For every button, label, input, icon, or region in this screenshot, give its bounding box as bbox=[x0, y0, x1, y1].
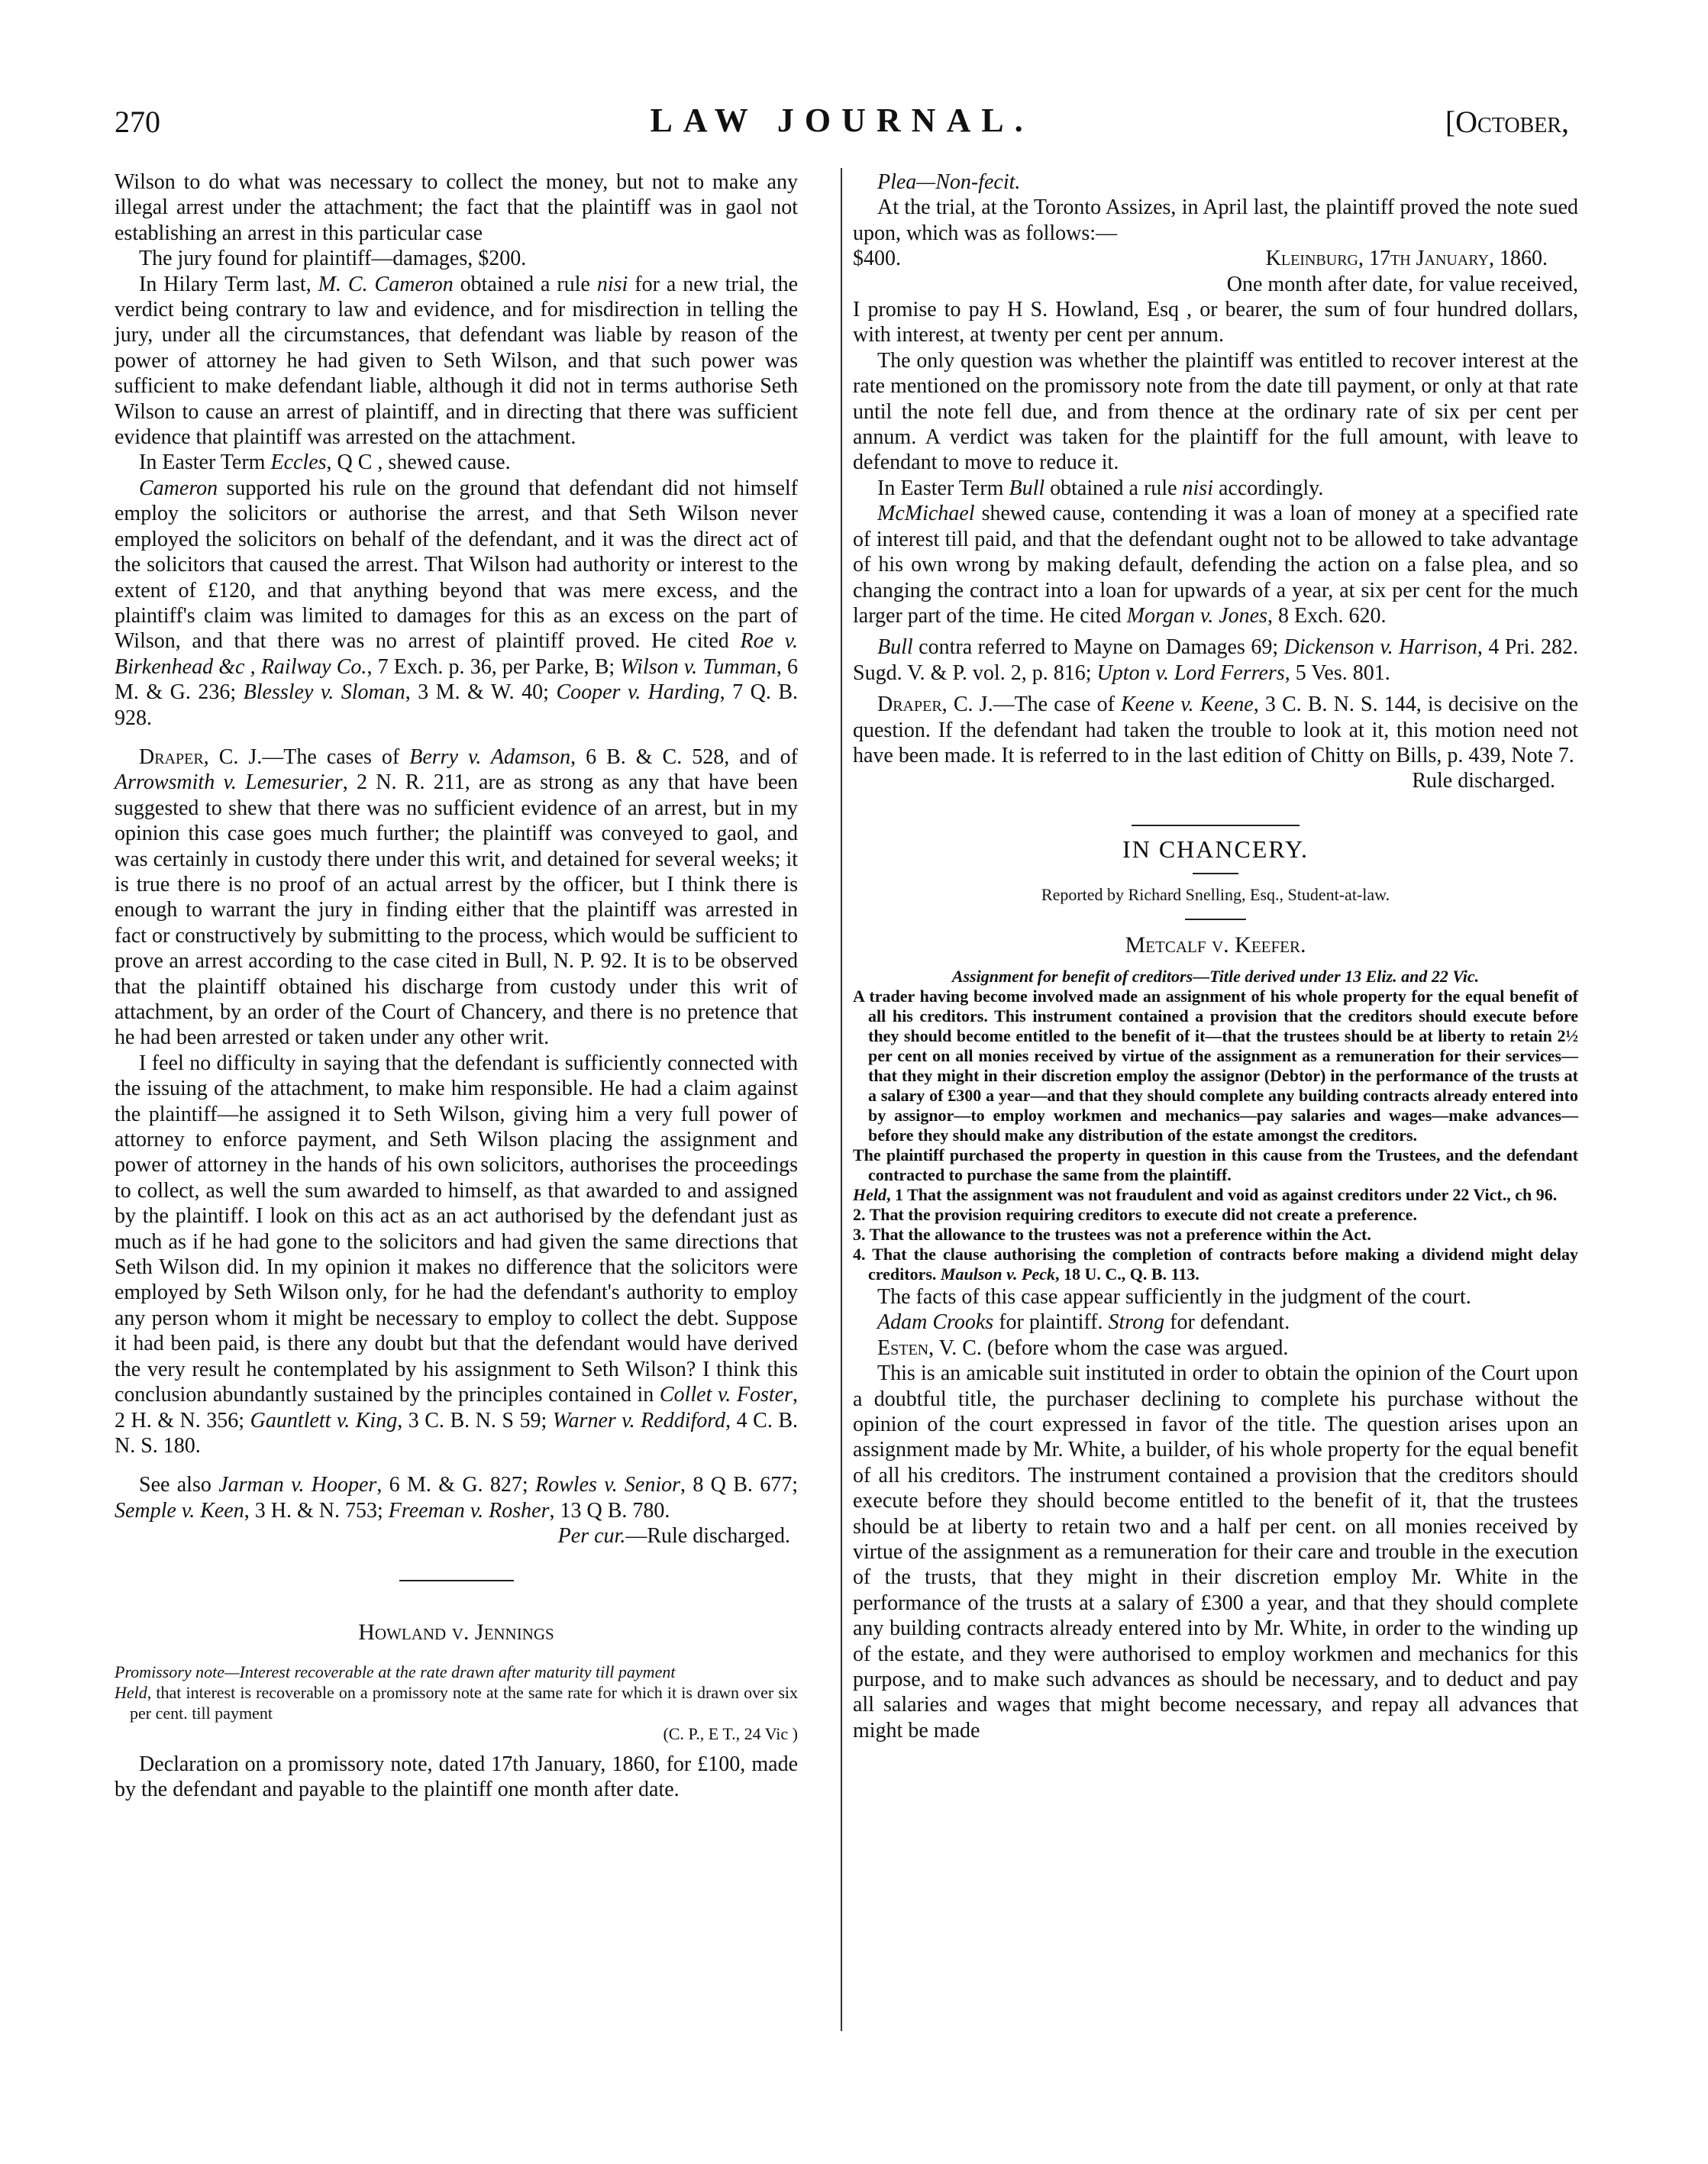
note-text: I promise to pay H S. Howland, Esq , or bearer, the sum of four hundred dollars, with interest, at twenty per cent per annum. bbox=[853, 298, 1578, 347]
section-rule bbox=[1193, 873, 1238, 874]
paragraph: Declaration on a promissory note, dated 17th January, 1860, for £100, made by the defendant and payable to the plaintiff one month after date. bbox=[115, 1752, 798, 1802]
rule-discharged: Per cur.—Rule discharged. bbox=[557, 1524, 790, 1549]
case-title: Howland v. Jennings bbox=[358, 1619, 554, 1645]
plea: Plea—Non-fecit. bbox=[877, 170, 1021, 194]
paragraph: The only question was whether the plaintiff was entitled to recover interest at the rate mentioned on the promissory note from the date till payment, or only at that rate until the note fell due, and from thence at the ordinary rate of six per cent per annum. A verdict was taken for the plaintiff for the full amount, with leave to defendant to move to reduce it. bbox=[853, 348, 1578, 475]
note-heading: $400. Kleinburg, 17th January, 1860. bbox=[853, 247, 1548, 271]
paragraph: See also Jarman v. Hooper, 6 M. & G. 827; Rowles v. Senior, 8 Q B. 677; Semple v. Keen, 3 H. & N. 753; Freeman v. Rosher, 13 Q B. 780. bbox=[115, 1473, 799, 1523]
section-rule bbox=[399, 1580, 514, 1581]
paragraph: At the trial, at the Toronto Assizes, in April last, the plaintiff proved the note sued upon, which was as follows:— bbox=[853, 195, 1578, 245]
paragraph: Bull contra referred to Mayne on Damages 69; Dickenson v. Harrison, 4 Pri. 282. Sugd. V. & P. vol. 2, p. 816; Upton v. Lord Ferrers, 5 Ves. 801. bbox=[853, 635, 1579, 685]
journal-title: LAW JOURNAL. bbox=[650, 102, 1034, 139]
page-header bbox=[115, 98, 1569, 151]
paragraph: In Easter Term Eccles, Q C , shewed cause. bbox=[139, 451, 511, 475]
paragraph: In Easter Term Bull obtained a rule nisi accordingly. bbox=[877, 476, 1324, 500]
left-column bbox=[115, 170, 798, 1803]
paragraph: Cameron supported his rule on the ground that defendant did not himself employ the solicitors or authorise the arrest, and that Seth Wilson never employed the solicitors on behalf of the defendant, and it was the direct act of the solicitors that caused the arrest. That Wilson had authority or interest to the extent of £120, and that anything beyond that was mere excess, and the plaintiff's claim was limited to damages for this as an excess on the part of Wilson, and that there was no arrest of plaintiff proved. He cited Roe v. Birkenhead &c , Railway Co., 7 Exch. p. 36, per Parke, B; Wilson v. Tumman, 6 M. & G. 236; Blessley v. Sloman, 3 M. & W. 40; Cooper v. Harding, 7 Q. B. 928. bbox=[115, 476, 798, 730]
case-title: Metcalf v. Keefer. bbox=[1125, 932, 1306, 958]
paragraph: The facts of this case appear sufficiently in the judgment of the court. bbox=[877, 1284, 1471, 1309]
paragraph: Draper, C. J.—The cases of Berry v. Adamson, 6 B. & C. 528, and of Arrowsmith v. Lemesurier, 2 N. R. 211, are as strong as any that have been suggested to shew that there was no sufficient evidence of an arrest, but in my opinion this case goes much further; the plaintiff was conveyed to gaol, and was certainly in custody there under this writ, and detained for several weeks; it is true there is no proof of an actual arrest by the officer, but I think there is enough to warrant the jury in finding either that the plaintiff was arrested in fact or constructively by submitting to the process, which would be sufficient to prove an arrest according to the case cited in Bull, N. P. 92. It is to be observed that the plaintiff obtained his discharge from custody under this writ of attachment, by an order of the Court of Chancery, and there is no pretence that he had been arrested or taken under any other writ. bbox=[115, 744, 799, 1050]
headnote: Assignment for benefit of creditors—Title derived under 13 Eliz. and 22 Vic. A trader having become involved made an assignment of his whole property for the equal benefit of all his creditors. This instrument contained a provision that the creditors should execute before they should become entitled to the benefit of it—that the trustees should be at liberty to retain 2½ per cent on all monies received by virtue of the assignment as a remuneration for their services—that they might in their discretion employ the assignor (Debtor) in the performance of the trusts at a salary of £300 a year—and that they should complete any building contracts already entered into by assignor—to employ workmen and mechanics—pay salaries and wages—make advances—before they should make any distribution of the estate amongst the creditors. The plaintiff purchased the property in question in this cause from the Trustees, and the defendant contracted to purchase the same from the plaintiff. Held, 1 That the assignment was not fraudulent and void as against creditors under 22 Vict., ch 96. 2. That the provision requiring creditors to execute did not create a preference. 3. That the allowance to the trustees was not a preference within the Act. 4. That the clause authorising the completion of contracts before making a dividend might delay creditors. Maulson v. Peck, 18 U. C., Q. B. 113. bbox=[853, 966, 1578, 1284]
chancery-title: IN CHANCERY. bbox=[1122, 835, 1309, 863]
note-text: One month after date, for value received, bbox=[1226, 272, 1578, 296]
paragraph: Wilson to do what was necessary to collect the money, but not to make any illegal arrest under the attachment; the fact that the plaintiff was in gaol not establishing an arrest in this particular case bbox=[115, 170, 798, 245]
paragraph: Draper, C. J.—The case of Keene v. Keene, 3 C. B. N. S. 144, is decisive on the question. If the defendant had taken the trouble to look at it, this motion need not have been made. It is referred to in the last edition of Chitty on Bills, p. 439, Note 7. bbox=[853, 693, 1579, 767]
paragraph: Adam Crooks for plaintiff. Strong for defendant. bbox=[877, 1310, 1290, 1335]
header-month: [October, bbox=[1445, 105, 1569, 139]
paragraph: In Hilary Term last, M. C. Cameron obtained a rule nisi for a new trial, the verdict being contrary to law and evidence, and for misdirection in telling the jury, under all the circumstances, that defendant was liable by reason of the power of attorney he had given to Seth Wilson, and that such power was sufficient to make defendant liable, although it did not in terms authorise Seth Wilson to cause an arrest of plaintiff, and in directing that there was sufficient evidence that plaintiff was arrested on the attachment. bbox=[115, 272, 799, 450]
column-divider bbox=[841, 168, 842, 2031]
section-rule bbox=[1185, 919, 1246, 920]
paragraph: The jury found for plaintiff—damages, $200. bbox=[139, 247, 527, 271]
paragraph: This is an amicable suit instituted in order to obtain the opinion of the Court upon a doubtful title, the purchaser declining to complete his purchase without the opinion of the court expressed in favor of the title. The question arises upon an assignment made by Mr. White, a builder, of his whole property for the equal benefit of all his creditors. The instrument contained a provision that the creditors should execute before they should become entitled to the benefit of it, that the trustees should be at liberty to retain two and a half per cent. on all monies received by virtue of the assignment as a remuneration for their care and trouble in the execution of the trusts, that they might in their discretion employ Mr. White in the performance of the trusts at a salary of £300 a year, and that they should complete any building contracts already entered into by Mr. White, in order to the winding up of the estate, and they were authorised to employ workmen and mechanics for this purpose, and to make such advances as should be necessary, and to deduct and pay all salaries and wages that might become necessary, and repay all advances that might be made bbox=[853, 1361, 1578, 1743]
paragraph: I feel no difficulty in saying that the defendant is sufficiently connected with the issuing of the attachment, to make him responsible. He had a claim against the plaintiff—he assigned it to Seth Wilson, giving him a very full power of attorney to enforce payment, and Seth Wilson placing the assignment and power of attorney in the hands of his own solicitors, authorises the proceedings to collect, as well the sum awarded to himself, as that awarded to and assigned by the plaintiff. I look on this act as an act authorised by the defendant just as much as if he had gone to the solicitors and had given the same directions that Seth Wilson did. In my opinion it makes no difference that the solicitors were employed by Seth Wilson only, for he had the defendant's authority to employ any person whom it might be necessary to employ to collect the debt. Suppose it had been paid, is there any doubt but that the defendant would have derived the very result he contemplated by his assignment to Seth Wilson? I think this conclusion abundantly sustained by the principles contained in Collet v. Foster, 2 H. & N. 356; Gauntlett v. King, 3 C. B. N. S 59; Warner v. Reddiford, 4 C. B. N. S. 180. bbox=[115, 1051, 799, 1458]
rule-discharged: Rule discharged. bbox=[1412, 769, 1555, 793]
headnote: Promissory note—Interest recoverable at the rate drawn after maturity till payment Held, that interest is recoverable on a promissory note at the same rate for which it is drawn over six per cent. till payment (C. P., E T., 24 Vic ) bbox=[115, 1662, 798, 1743]
paragraph: McMichael shewed cause, contending it was a loan of money at a specified rate of interest till paid, and that the defendant ought not to be allowed to take advantage of his own wrong by making default, defending the action on a false plea, and so changing the contract into a loan for upwards of a year, at six per cent for the much larger part of the time. He cited Morgan v. Jones, 8 Exch. 620. bbox=[853, 502, 1578, 628]
reporter-line: Reported by Richard Snelling, Esq., Student-at-law. bbox=[1041, 885, 1390, 905]
paragraph: Esten, V. C. (before whom the case was argued. bbox=[877, 1336, 1289, 1360]
right-column bbox=[853, 170, 1578, 1743]
section-rule bbox=[1132, 825, 1300, 826]
page-number: 270 bbox=[115, 105, 160, 139]
